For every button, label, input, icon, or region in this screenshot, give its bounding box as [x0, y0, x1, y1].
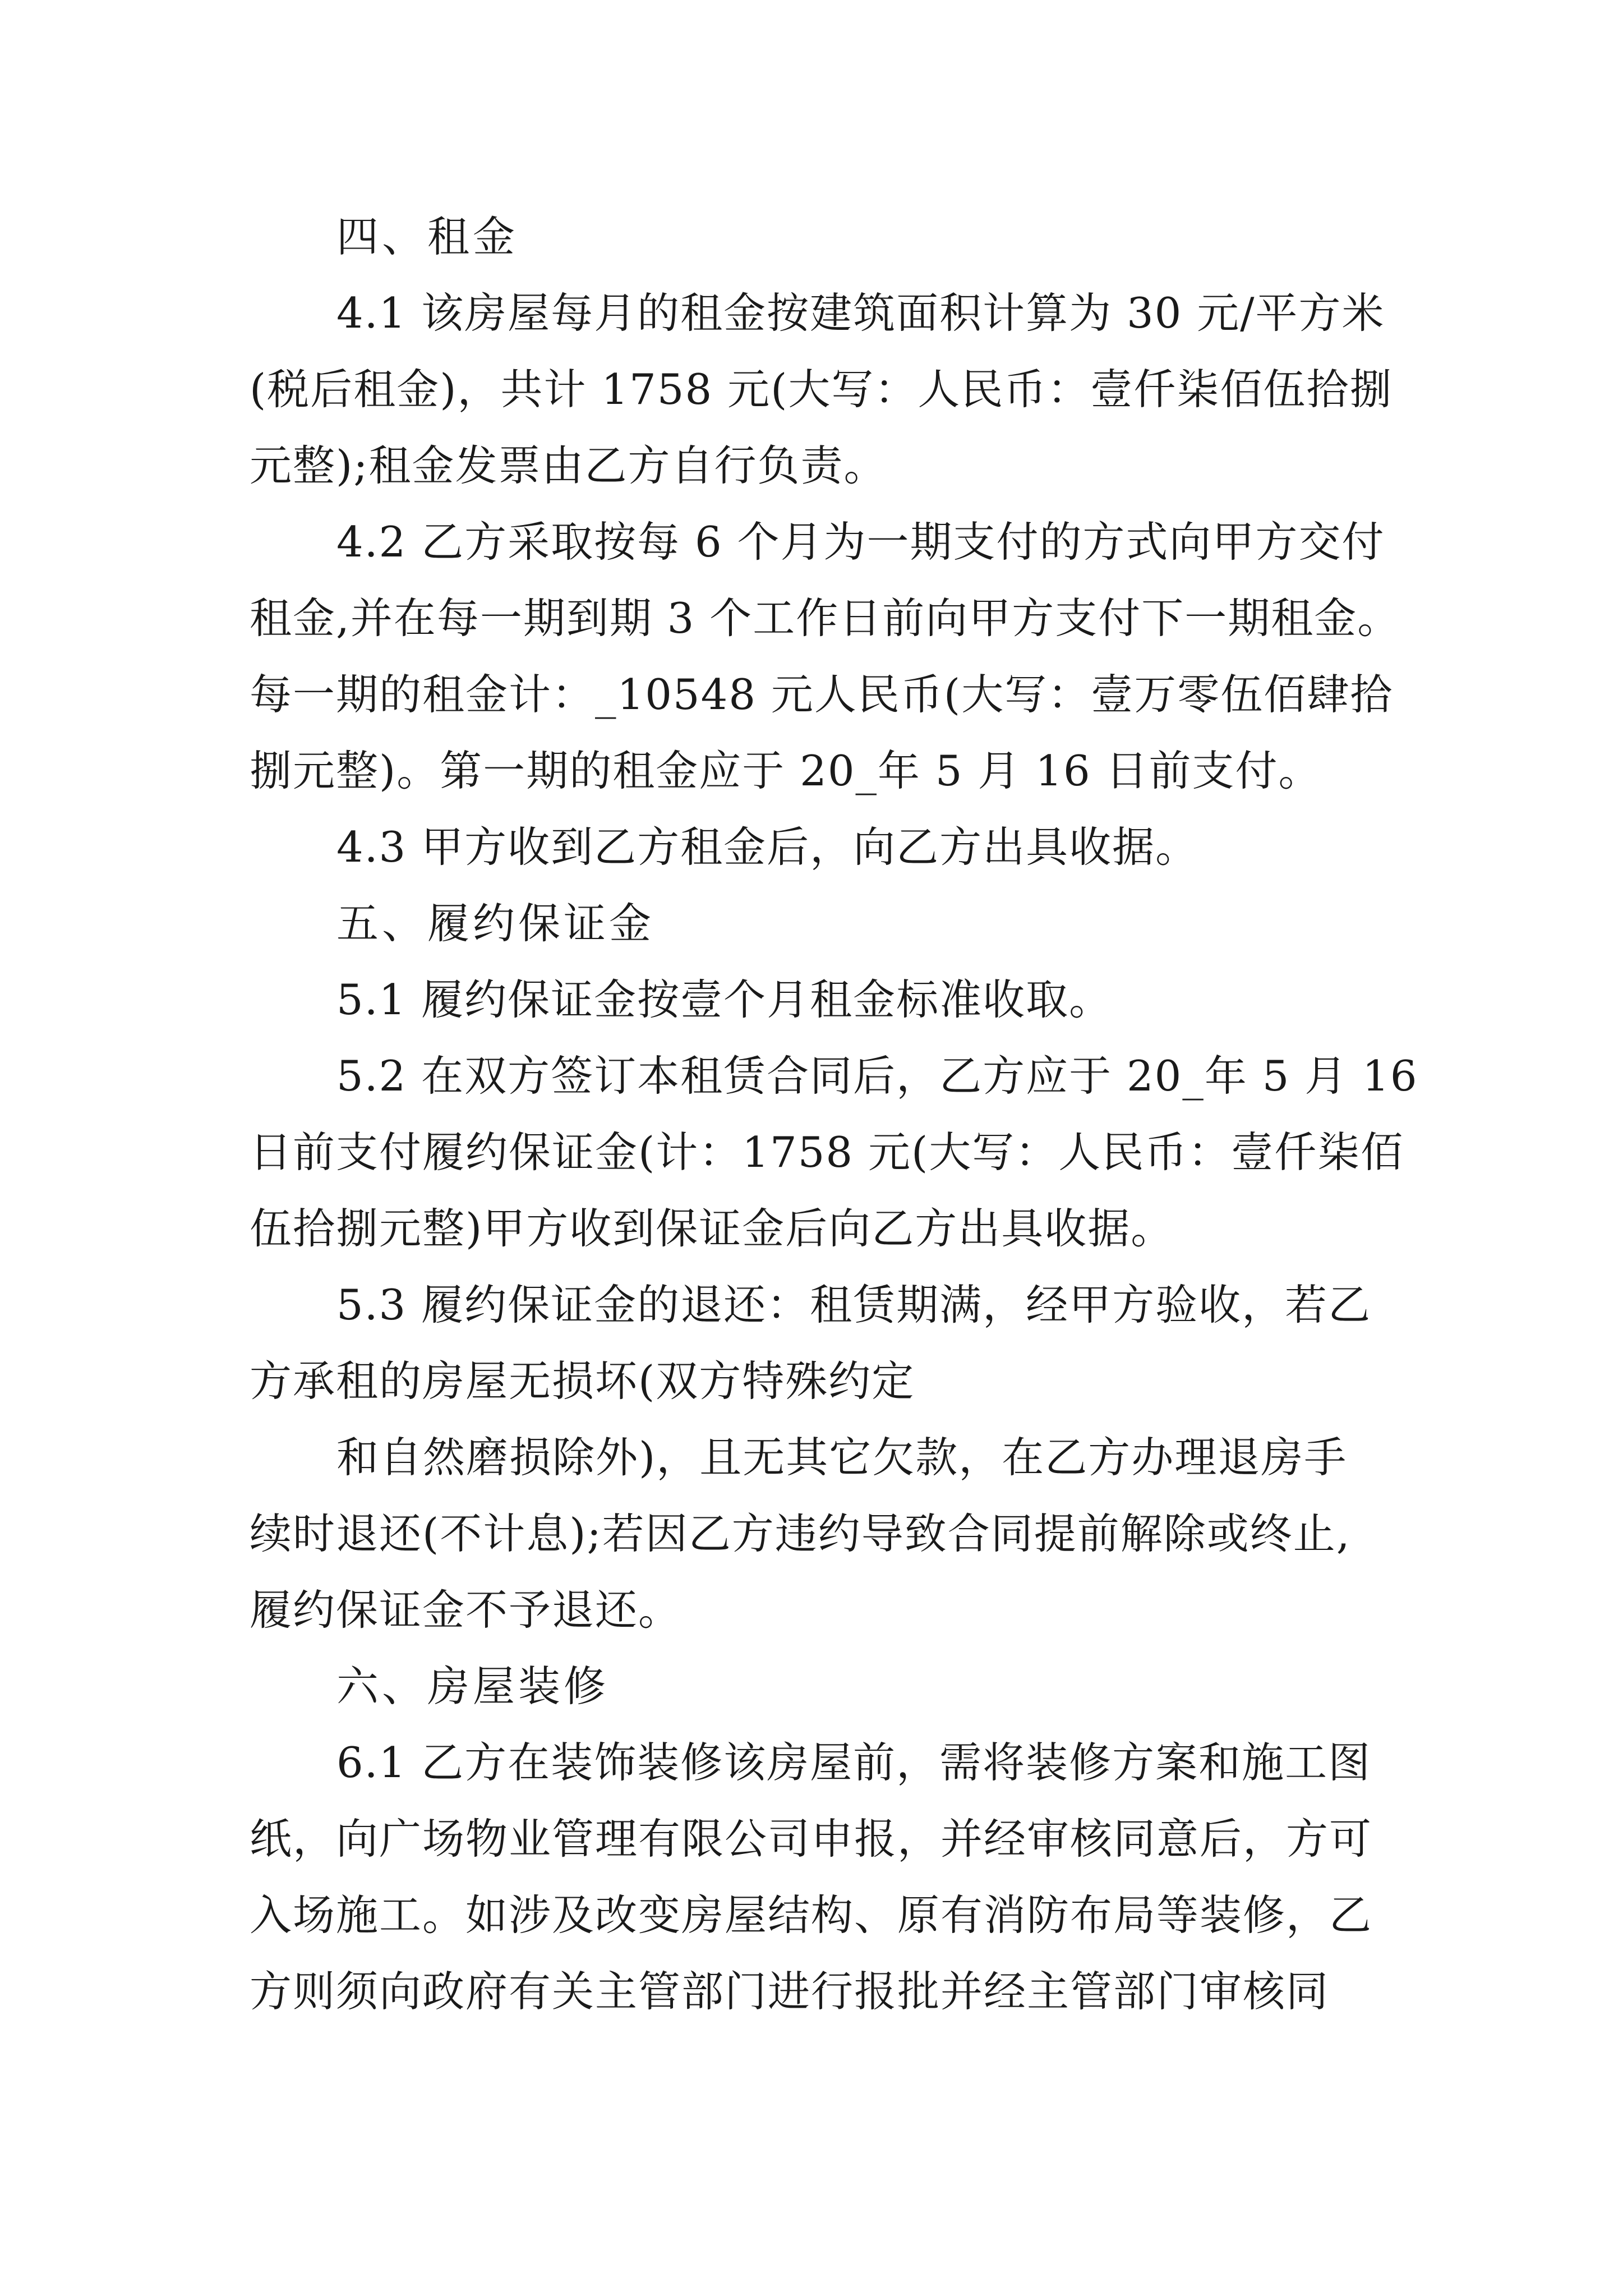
paragraph-line: 捌元整)。第一期的租金应于 20_年 5 月 16 日前支付。 — [250, 746, 1322, 795]
section-heading-deposit: 五、履约保证金 — [336, 899, 655, 948]
paragraph-line: 5.3 履约保证金的退还：租赁期满，经甲方验收，若乙 — [336, 1280, 1372, 1329]
paragraph-line: 4.3 甲方收到乙方租金后，向乙方出具收据。 — [336, 822, 1199, 872]
paragraph-line: 日前支付履约保证金(计：1758 元(大写：人民币：壹仟柒佰 — [250, 1128, 1404, 1177]
section-heading-rent: 四、租金 — [336, 212, 519, 261]
paragraph-line: 方承租的房屋无损坏(双方特殊约定 — [250, 1356, 915, 1406]
paragraph-line: 方则须向政府有关主管部门进行报批并经主管部门审核同 — [250, 1967, 1330, 2016]
paragraph-line: 租金,并在每一期到期 3 个工作日前向甲方支付下一期租金。 — [250, 593, 1401, 643]
section-heading-decoration: 六、房屋装修 — [336, 1662, 610, 1711]
paragraph-line: 6.1 乙方在装饰装修该房屋前，需将装修方案和施工图 — [336, 1738, 1372, 1787]
paragraph-line: (税后租金)，共计 1758 元(大写：人民币：壹仟柒佰伍拾捌 — [250, 365, 1393, 414]
paragraph-line: 元整);租金发票由乙方自行负责。 — [250, 441, 887, 490]
paragraph-line: 和自然磨损除外)，且无其它欠款，在乙方办理退房手 — [336, 1433, 1348, 1482]
paragraph-line: 伍拾捌元整)甲方收到保证金后向乙方出具收据。 — [250, 1204, 1174, 1253]
paragraph-line: 续时退还(不计息);若因乙方违约导致合同提前解除或终止, — [250, 1509, 1351, 1558]
paragraph-line: 入场施工。如涉及改变房屋结构、原有消防布局等装修，乙 — [250, 1890, 1373, 1940]
paragraph-line: 4.1 该房屋每月的租金按建筑面积计算为 30 元/平方米 — [336, 288, 1385, 338]
paragraph-line: 4.2 乙方采取按每 6 个月为一期支付的方式向甲方交付 — [336, 517, 1385, 567]
paragraph-line: 履约保证金不予退还。 — [250, 1585, 682, 1635]
paragraph-line: 5.2 在双方签订本租赁合同后，乙方应于 20_年 5 月 16 — [336, 1051, 1418, 1101]
paragraph-line: 纸，向广场物业管理有限公司申报，并经审核同意后，方可 — [250, 1814, 1373, 1864]
paragraph-line: 5.1 履约保证金按壹个月租金标准收取。 — [336, 975, 1113, 1024]
paragraph-line: 每一期的租金计：_10548 元人民币(大写：壹万零伍佰肆拾 — [250, 670, 1394, 719]
